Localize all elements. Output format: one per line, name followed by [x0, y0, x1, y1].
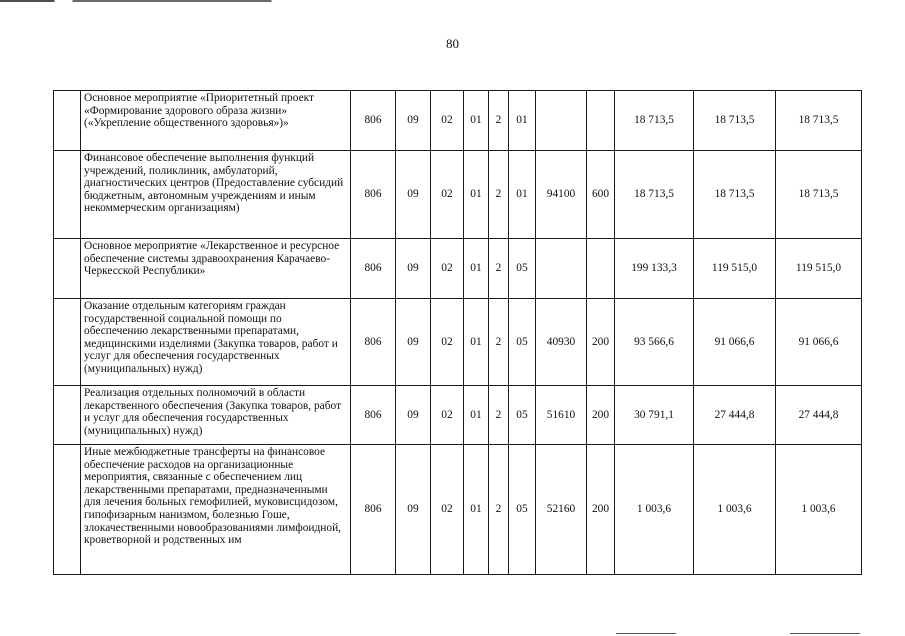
expense-type-cell	[587, 91, 615, 151]
event-cell: 05	[509, 386, 536, 445]
direction-cell: 52160	[536, 445, 587, 575]
amount-3-cell: 27 444,8	[776, 386, 862, 445]
program-cell: 01	[464, 91, 489, 151]
subsection-cell: 02	[431, 91, 464, 151]
amount-1-cell: 93 566,6	[615, 299, 694, 386]
ministry-cell: 806	[351, 386, 396, 445]
subprogram-cell: 2	[489, 239, 509, 299]
direction-cell: 40930	[536, 299, 587, 386]
expense-type-cell: 600	[587, 151, 615, 239]
subprogram-cell: 2	[489, 299, 509, 386]
section-cell: 09	[396, 91, 431, 151]
row-marker-cell	[54, 445, 81, 575]
amount-3-cell: 1 003,6	[776, 445, 862, 575]
ministry-cell: 806	[351, 151, 396, 239]
ministry-cell: 806	[351, 445, 396, 575]
table-row	[54, 445, 862, 575]
direction-cell: 51610	[536, 386, 587, 445]
budget-table	[53, 90, 862, 575]
amount-2-cell: 18 713,5	[694, 151, 776, 239]
table-row	[54, 91, 862, 151]
amount-1-cell: 18 713,5	[615, 151, 694, 239]
program-cell: 01	[464, 445, 489, 575]
row-marker-cell	[54, 151, 81, 239]
description-cell: Иные межбюджетные трансферты на финансовое обеспечение расходов на организационные мероприятия, связанные с обеспечением лиц лекарственными препаратами, предназначенными для лечения больных гемофилией, муковисцидозом, гипофизарным нанизмом, болезнью Гоше, злокачественными новообразованиями лимфоидной, кроветворной и родственных им	[81, 445, 351, 575]
scan-edge	[0, 0, 905, 2]
amount-3-cell: 18 713,5	[776, 151, 862, 239]
ministry-cell: 806	[351, 91, 396, 151]
row-marker-cell	[54, 239, 81, 299]
event-cell: 05	[509, 239, 536, 299]
subsection-cell: 02	[431, 239, 464, 299]
table-row	[54, 151, 862, 239]
description-cell: Реализация отдельных полномочий в области лекарственного обеспечения (Закупка товаров, работ и услуг для обеспечения государственных (муниципальных) нужд)	[81, 386, 351, 445]
section-cell: 09	[396, 445, 431, 575]
event-cell: 05	[509, 445, 536, 575]
amount-3-cell: 91 066,6	[776, 299, 862, 386]
program-cell: 01	[464, 386, 489, 445]
amount-2-cell: 1 003,6	[694, 445, 776, 575]
event-cell: 01	[509, 91, 536, 151]
subprogram-cell: 2	[489, 91, 509, 151]
section-cell: 09	[396, 151, 431, 239]
program-cell: 01	[464, 151, 489, 239]
direction-cell	[536, 239, 587, 299]
description-cell: Оказание отдельным категориям граждан государственной социальной помощи по обеспечению лекарственными препаратами, медицинскими изделиями (Закупка товаров, работ и услуг для обеспечения государственных (муниципальных) нужд)	[81, 299, 351, 386]
amount-2-cell: 27 444,8	[694, 386, 776, 445]
row-marker-cell	[54, 386, 81, 445]
subprogram-cell: 2	[489, 445, 509, 575]
subsection-cell: 02	[431, 299, 464, 386]
subsection-cell: 02	[431, 386, 464, 445]
ministry-cell: 806	[351, 239, 396, 299]
expense-type-cell: 200	[587, 445, 615, 575]
section-cell: 09	[396, 239, 431, 299]
table-row	[54, 299, 862, 386]
subsection-cell: 02	[431, 445, 464, 575]
expense-type-cell	[587, 239, 615, 299]
section-cell: 09	[396, 299, 431, 386]
ministry-cell: 806	[351, 299, 396, 386]
amount-3-cell: 18 713,5	[776, 91, 862, 151]
description-cell: Основное мероприятие «Лекарственное и ресурсное обеспечение системы здравоохранения Карачаево-Черкесской Республики»	[81, 239, 351, 299]
event-cell: 01	[509, 151, 536, 239]
row-marker-cell	[54, 299, 81, 386]
description-cell: Основное мероприятие «Приоритетный проект «Формирование здорового образа жизни» («Укрепление общественного здоровья»)»	[81, 91, 351, 151]
amount-1-cell: 30 791,1	[615, 386, 694, 445]
amount-2-cell: 18 713,5	[694, 91, 776, 151]
page-number: 80	[446, 36, 459, 51]
subprogram-cell: 2	[489, 151, 509, 239]
table-row	[54, 386, 862, 445]
amount-3-cell: 119 515,0	[776, 239, 862, 299]
section-cell: 09	[396, 386, 431, 445]
amount-1-cell: 1 003,6	[615, 445, 694, 575]
program-cell: 01	[464, 239, 489, 299]
subsection-cell: 02	[431, 151, 464, 239]
event-cell: 05	[509, 299, 536, 386]
footer-rule-left	[616, 633, 676, 634]
amount-2-cell: 119 515,0	[694, 239, 776, 299]
footer-rule-right	[790, 633, 860, 634]
description-cell: Финансовое обеспечение выполнения функций учреждений, поликлиник, амбулаторий, диагностических центров (Предоставление субсидий бюджетным, автономным учреждениям и иным некоммерческим организациям)	[81, 151, 351, 239]
row-marker-cell	[54, 91, 81, 151]
amount-2-cell: 91 066,6	[694, 299, 776, 386]
program-cell: 01	[464, 299, 489, 386]
table-row	[54, 239, 862, 299]
amount-1-cell: 18 713,5	[615, 91, 694, 151]
expense-type-cell: 200	[587, 386, 615, 445]
subprogram-cell: 2	[489, 386, 509, 445]
expense-type-cell: 200	[587, 299, 615, 386]
amount-1-cell: 199 133,3	[615, 239, 694, 299]
direction-cell	[536, 91, 587, 151]
direction-cell: 94100	[536, 151, 587, 239]
